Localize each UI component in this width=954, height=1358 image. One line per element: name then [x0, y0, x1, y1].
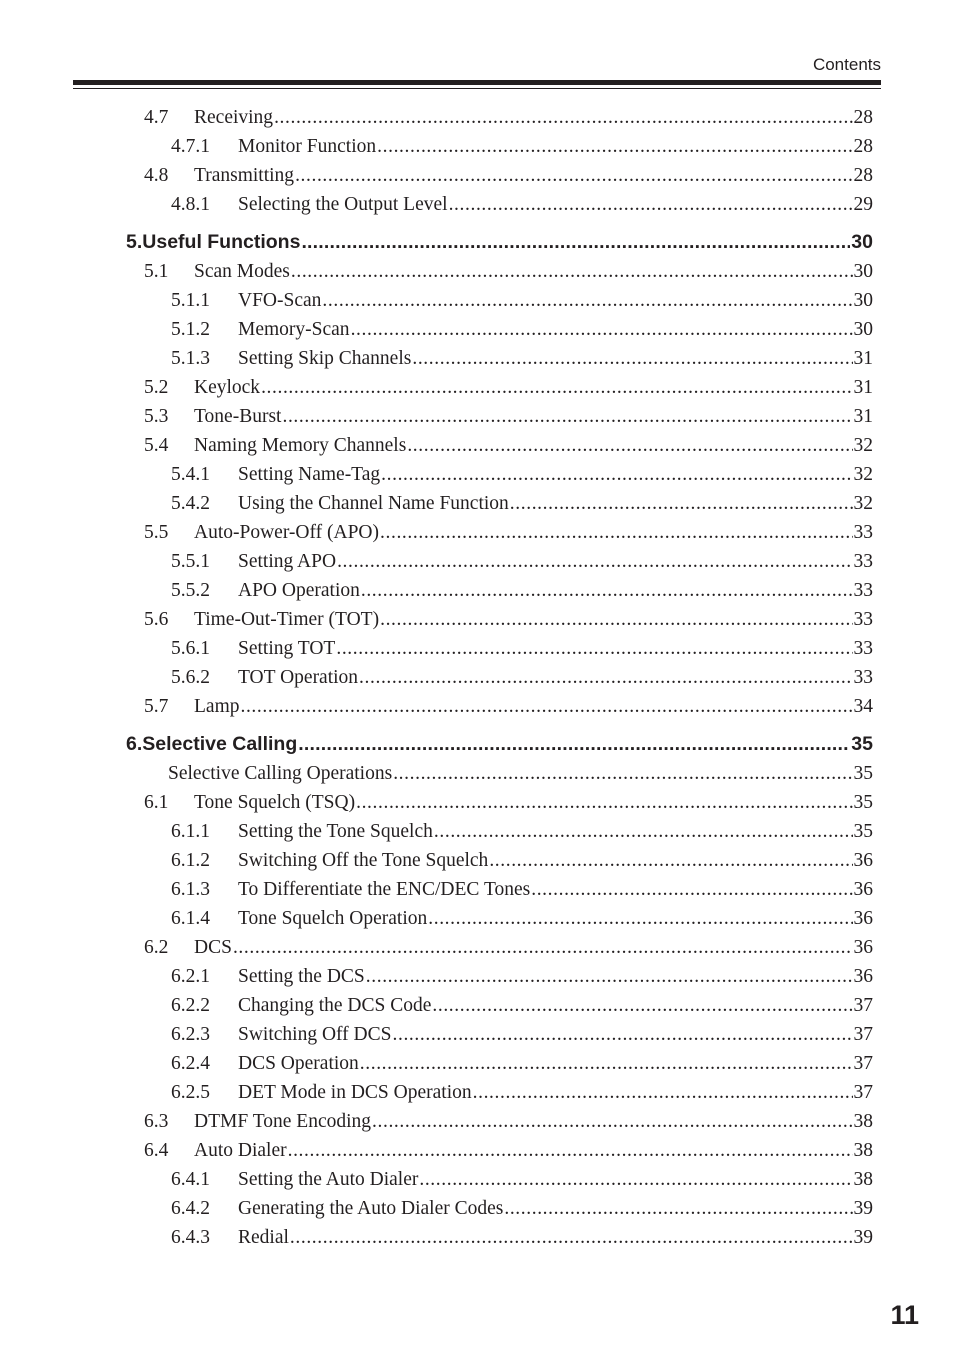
toc-entry[interactable] [0, 846, 954, 875]
toc-entry-number: 6.2.3 [171, 1023, 210, 1045]
dot-leader [432, 995, 852, 1017]
toc-entry-title: DCS Operation [238, 1052, 359, 1074]
toc-entry[interactable] [0, 576, 954, 605]
dot-leader [428, 908, 852, 930]
dot-leader [361, 580, 853, 602]
toc-entry-title: Time-Out-Timer (TOT) [194, 608, 380, 630]
toc-entry[interactable] [0, 161, 954, 190]
toc-entry-page: 37 [853, 1052, 873, 1074]
dot-leader [366, 966, 853, 988]
toc-entry-number: 6.2.2 [171, 994, 210, 1016]
toc-entry-number: 5.1 [144, 260, 169, 282]
toc-entry[interactable] [0, 875, 954, 904]
toc-entry[interactable] [0, 991, 954, 1020]
dot-leader [407, 435, 852, 457]
toc-entry-title: DTMF Tone Encoding [194, 1110, 372, 1132]
toc-entry-number: 5.5.2 [171, 579, 210, 601]
toc-entry-page: 28 [853, 106, 873, 128]
toc-entry-title: Selecting the Output Level [238, 193, 448, 215]
toc-entry-page: 37 [853, 1023, 873, 1045]
toc-entry-title: Changing the DCS Code [238, 994, 432, 1016]
dot-leader [288, 1140, 853, 1162]
toc-entry-number: 5.1.2 [171, 318, 210, 340]
toc-entry-page: 33 [853, 608, 873, 630]
toc-entry-page: 31 [853, 405, 873, 427]
toc-entry-title: Memory-Scan [238, 318, 350, 340]
toc-entry-title: TOT Operation [238, 666, 359, 688]
toc-entry-page: 36 [853, 907, 873, 929]
table-of-contents [0, 103, 954, 1252]
toc-entry-page: 30 [853, 260, 873, 282]
toc-entry-page: 32 [853, 492, 873, 514]
toc-entry-title: APO Operation [238, 579, 360, 601]
toc-entry-number: 5.1.1 [171, 289, 210, 311]
toc-entry-title: Setting Skip Channels [238, 347, 412, 369]
toc-entry-number: 6.1.1 [171, 820, 210, 842]
toc-entry[interactable] [0, 817, 954, 846]
toc-entry[interactable] [0, 547, 954, 576]
toc-entry-page: 30 [851, 231, 873, 253]
toc-entry[interactable] [0, 286, 954, 315]
toc-entry-number: 6.1.2 [171, 849, 210, 871]
toc-entry-title: Setting Name-Tag [238, 463, 381, 485]
toc-entry[interactable] [0, 759, 954, 788]
toc-entry-number: 5.3 [144, 405, 169, 427]
toc-entry[interactable] [0, 373, 954, 402]
toc-entry-title: Tone Squelch Operation [238, 907, 428, 929]
toc-entry-title: Auto-Power-Off (APO) [194, 521, 380, 543]
header-rule-thin [73, 88, 881, 89]
toc-chapter-entry[interactable] [0, 228, 954, 257]
toc-entry-page: 33 [853, 579, 873, 601]
toc-entry-number: 6.2.1 [171, 965, 210, 987]
toc-entry-title: Generating the Auto Dialer Codes [238, 1197, 504, 1219]
toc-entry[interactable] [0, 132, 954, 161]
dot-leader [274, 107, 852, 129]
dot-leader [419, 1169, 852, 1191]
dot-leader [351, 319, 853, 341]
toc-entry[interactable] [0, 1136, 954, 1165]
toc-entry[interactable] [0, 460, 954, 489]
toc-entry-page: 36 [853, 965, 873, 987]
toc-entry[interactable] [0, 663, 954, 692]
toc-entry-page: 29 [853, 193, 873, 215]
toc-entry[interactable] [0, 1107, 954, 1136]
dot-leader [510, 493, 853, 515]
dot-leader [233, 937, 853, 959]
toc-entry-page: 38 [853, 1110, 873, 1132]
toc-entry-page: 36 [853, 849, 873, 871]
toc-entry-page: 28 [853, 164, 873, 186]
toc-entry-title: Scan Modes [194, 260, 290, 282]
dot-leader [393, 1024, 853, 1046]
toc-entry-title: Tone-Burst [194, 405, 282, 427]
toc-entry-title: Setting APO [238, 550, 337, 572]
toc-entry-page: 31 [853, 347, 873, 369]
dot-leader [337, 551, 852, 573]
toc-entry-number: 5.1.3 [171, 347, 210, 369]
toc-entry-number: 6.4.2 [171, 1197, 210, 1219]
toc-entry-title: Naming Memory Channels [194, 434, 407, 456]
toc-entry-page: 36 [853, 936, 873, 958]
toc-chapter-entry[interactable] [0, 730, 954, 759]
toc-entry-number: 5.4.1 [171, 463, 210, 485]
toc-entry[interactable] [0, 315, 954, 344]
page-number: 11 [890, 1300, 919, 1330]
dot-leader [449, 194, 853, 216]
dot-leader [393, 763, 852, 785]
toc-entry-page: 35 [853, 762, 873, 784]
dot-leader [473, 1082, 853, 1104]
toc-entry-page: 32 [853, 434, 873, 456]
toc-entry-number: 6.4.1 [171, 1168, 210, 1190]
toc-entry-page: 30 [853, 289, 873, 311]
toc-entry-number: 6.3 [144, 1110, 169, 1132]
toc-entry[interactable] [0, 1165, 954, 1194]
dot-leader [359, 667, 852, 689]
toc-entry-page: 33 [853, 550, 873, 572]
toc-entry-page: 37 [853, 1081, 873, 1103]
dot-leader [240, 696, 852, 718]
toc-entry-number: 6.1.3 [171, 878, 210, 900]
toc-entry[interactable] [0, 402, 954, 431]
dot-leader [356, 792, 852, 814]
toc-entry-number: 5.6.2 [171, 666, 210, 688]
toc-entry-page: 36 [853, 878, 873, 900]
dot-leader [489, 850, 852, 872]
toc-entry-page: 30 [853, 318, 873, 340]
toc-entry[interactable] [0, 605, 954, 634]
toc-entry[interactable] [0, 431, 954, 460]
toc-entry-number: 4.8 [144, 164, 169, 186]
toc-entry[interactable] [0, 904, 954, 933]
dot-leader [380, 609, 852, 631]
toc-entry[interactable] [0, 257, 954, 286]
dot-leader [531, 879, 852, 901]
toc-entry-title: Tone Squelch (TSQ) [194, 791, 356, 813]
toc-entry[interactable] [0, 190, 954, 219]
toc-entry-title: 5.Useful Functions [126, 231, 301, 253]
toc-entry-page: 33 [853, 521, 873, 543]
toc-entry-title: Receiving [194, 106, 274, 128]
toc-entry-title: Setting the Tone Squelch [238, 820, 433, 842]
toc-entry-number: 6.4 [144, 1139, 169, 1161]
toc-entry-number: 6.2.5 [171, 1081, 210, 1103]
toc-entry-page: 39 [853, 1197, 873, 1219]
dot-leader [372, 1111, 852, 1133]
toc-entry-number: 6.4.3 [171, 1226, 210, 1248]
dot-leader [301, 231, 850, 254]
dot-leader [298, 733, 850, 756]
toc-entry[interactable] [0, 489, 954, 518]
toc-entry-number: 4.8.1 [171, 193, 210, 215]
dot-leader [282, 406, 852, 428]
dot-leader [261, 377, 852, 399]
toc-entry-number: 5.6 [144, 608, 169, 630]
toc-entry-page: 37 [853, 994, 873, 1016]
toc-entry-page: 33 [853, 666, 873, 688]
toc-entry-page: 35 [853, 820, 873, 842]
toc-entry-title: Redial [238, 1226, 289, 1248]
toc-entry-page: 38 [853, 1168, 873, 1190]
toc-entry[interactable] [0, 518, 954, 547]
toc-entry-number: 5.4 [144, 434, 169, 456]
toc-entry-number: 6.2.4 [171, 1052, 210, 1074]
toc-entry-page: 35 [853, 791, 873, 813]
toc-entry[interactable] [0, 103, 954, 132]
dot-leader [434, 821, 853, 843]
toc-entry-page: 39 [853, 1226, 873, 1248]
toc-entry-title: To Differentiate the ENC/DEC Tones [238, 878, 531, 900]
toc-entry[interactable] [0, 962, 954, 991]
toc-entry-page: 33 [853, 637, 873, 659]
toc-entry-number: 5.2 [144, 376, 169, 398]
toc-entry-number: 4.7.1 [171, 135, 210, 157]
toc-entry-title: Switching Off DCS [238, 1023, 392, 1045]
toc-entry-page: 34 [853, 695, 873, 717]
dot-leader [412, 348, 852, 370]
toc-entry-title: Auto Dialer [194, 1139, 287, 1161]
dot-leader [291, 261, 853, 283]
toc-entry-number: 5.5 [144, 521, 169, 543]
toc-entry[interactable] [0, 344, 954, 373]
toc-entry-page: 28 [853, 135, 873, 157]
toc-entry-number: 4.7 [144, 106, 169, 128]
toc-entry-number: 6.2 [144, 936, 169, 958]
toc-entry-number: 5.4.2 [171, 492, 210, 514]
toc-entry-title: Using the Channel Name Function [238, 492, 509, 514]
dot-leader [377, 136, 852, 158]
toc-entry-title: Setting the Auto Dialer [238, 1168, 419, 1190]
dot-leader [295, 165, 852, 187]
dot-leader [360, 1053, 853, 1075]
toc-entry-title: Lamp [194, 695, 240, 717]
toc-entry-number: 5.5.1 [171, 550, 210, 572]
toc-entry[interactable] [0, 1194, 954, 1223]
toc-entry-page: 38 [853, 1139, 873, 1161]
header-section-label: Contents [812, 55, 881, 74]
toc-entry-title: Monitor Function [238, 135, 377, 157]
toc-entry-number: 6.1.4 [171, 907, 210, 929]
toc-entry-number: 5.6.1 [171, 637, 210, 659]
toc-entry[interactable] [0, 1223, 954, 1252]
toc-entry-page: 31 [853, 376, 873, 398]
toc-entry[interactable] [0, 1049, 954, 1078]
toc-entry-number: 6.1 [144, 791, 169, 813]
dot-leader [381, 464, 852, 486]
toc-entry[interactable] [0, 1078, 954, 1107]
dot-leader [336, 638, 852, 660]
toc-entry-title: Setting TOT [238, 637, 336, 659]
toc-entry-title: DET Mode in DCS Operation [238, 1081, 472, 1103]
dot-leader [290, 1227, 853, 1249]
dot-leader [504, 1198, 852, 1220]
toc-entry-title: VFO-Scan [238, 289, 322, 311]
dot-leader [380, 522, 852, 544]
toc-entry-page: 35 [851, 733, 873, 755]
toc-entry-title: Transmitting [194, 164, 295, 186]
toc-entry-title: Keylock [194, 376, 261, 398]
toc-entry-number: 5.7 [144, 695, 169, 717]
toc-entry[interactable] [0, 692, 954, 721]
toc-entry-title: DCS [194, 936, 232, 958]
toc-entry-title: Selective Calling Operations [168, 762, 393, 784]
dot-leader [322, 290, 852, 312]
toc-entry[interactable] [0, 788, 954, 817]
toc-entry[interactable] [0, 1020, 954, 1049]
toc-entry-title: Switching Off the Tone Squelch [238, 849, 489, 871]
toc-entry-title: Setting the DCS [238, 965, 365, 987]
header-rule-thick [73, 80, 881, 85]
toc-entry[interactable] [0, 933, 954, 962]
toc-entry-title: 6.Selective Calling [126, 733, 298, 755]
toc-entry[interactable] [0, 634, 954, 663]
toc-entry-page: 32 [853, 463, 873, 485]
